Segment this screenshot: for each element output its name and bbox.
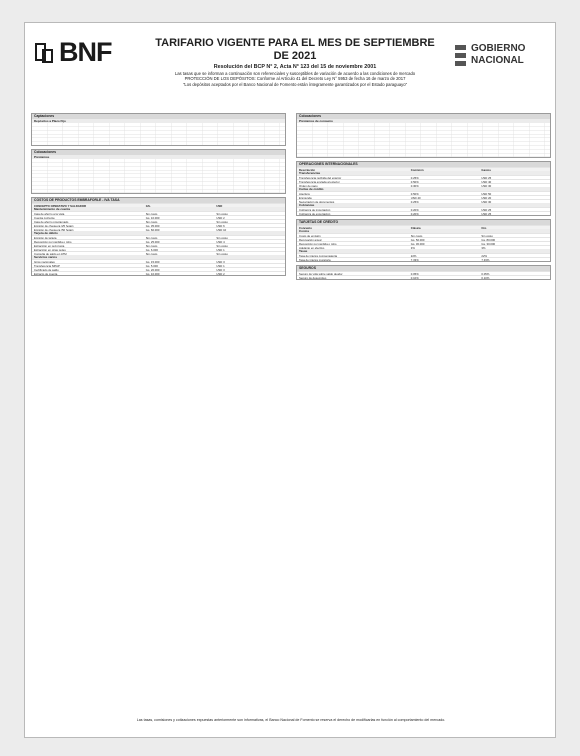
row-value: 0,25% — [410, 200, 419, 203]
row-concept: Enmienda — [299, 196, 312, 199]
table-title: COSTOS DE PRODUCTOS EMBRAFORLE - IVA TASA — [32, 198, 285, 203]
rates-grid — [32, 159, 285, 193]
row-value: USD 20 — [481, 196, 492, 199]
deposit-rates-table — [31, 113, 286, 146]
row-value: 0,05% — [410, 272, 419, 275]
gov-logo-line1: GOBIERNO — [471, 43, 526, 54]
table-row — [297, 241, 550, 245]
row-concept: Costo de emisión — [299, 234, 321, 237]
costs-table — [31, 197, 286, 276]
row-value: Sin costo — [216, 212, 228, 215]
international-operations-table — [296, 161, 551, 216]
row-value: USD 1 — [216, 248, 225, 251]
row-value: USD 3 — [216, 268, 225, 271]
table-row — [297, 257, 550, 261]
row-value: Sin costo — [216, 236, 228, 239]
row-value: 22% — [410, 254, 417, 257]
row-value: Gs. 30.000 — [410, 242, 425, 245]
table-title: Colocaciones — [297, 114, 550, 119]
cards-rows — [297, 229, 550, 261]
column-header: CONCEPTO OPERATIVO Y SALDADOR — [34, 204, 87, 207]
row-concept: Reposición por pérdida o robo — [34, 240, 72, 243]
government-stripes-icon — [455, 45, 466, 67]
row-value: Gs. 80.000 — [481, 238, 496, 241]
row-concept: Apertura — [299, 192, 310, 195]
resolution-line: Resolución del BCP N° 2, Acta N° 123 del 15 de noviembre 2001 — [213, 64, 377, 70]
row-value: Gs. 35.000 — [145, 224, 160, 227]
row-value: USD 30 — [481, 184, 492, 187]
document-header — [25, 23, 557, 109]
table-row — [297, 207, 550, 211]
row-value: 0,50% — [410, 180, 419, 183]
row-concept: Tasa de interés compensatoria — [299, 254, 338, 257]
row-concept: Cobranza de exportación — [299, 212, 331, 215]
right-column — [296, 113, 551, 283]
row-value: 0,50% — [410, 192, 419, 195]
row-value: Gs. 5.000 — [145, 264, 158, 267]
row-value: Sin costo — [145, 252, 158, 255]
row-concept: Extracto de cuenta — [34, 272, 58, 275]
row-value: 0,25% — [410, 176, 419, 179]
row-concept: Cuenta corriente — [34, 216, 55, 219]
row-concept: Extracción en otras redes — [34, 248, 66, 251]
row-concept: Cobranza de importación — [299, 208, 331, 211]
table-row — [32, 267, 285, 271]
section-heading: Mantenimiento de cuenta — [32, 207, 285, 211]
insurance-rows — [297, 271, 550, 279]
table-title: Colocaciones — [32, 150, 285, 155]
row-concept: Adelanto en efectivo — [299, 246, 325, 249]
table-row — [32, 215, 285, 219]
row-concept: Emisión de chequera (50 hojas) — [34, 228, 74, 231]
row-value: USD 10 — [216, 228, 227, 231]
table-row — [297, 199, 550, 203]
tariff-sheet — [24, 22, 556, 738]
row-value: 22% — [481, 254, 487, 257]
table-row — [297, 183, 550, 187]
row-value: USD 1 — [216, 264, 225, 267]
row-value: 7,33% — [410, 258, 419, 261]
column-header: Descripción — [299, 168, 316, 171]
row-value: 0,10% — [481, 276, 490, 279]
table-row — [32, 223, 285, 227]
table-row — [297, 237, 550, 241]
row-value: 0,10% — [410, 276, 419, 279]
table-subtitle: Depósitos a Plazo Fijo — [32, 119, 285, 123]
row-value: USD 40 — [410, 196, 421, 199]
table-row — [32, 211, 285, 215]
row-concept: Reposición por pérdida o robo — [299, 242, 337, 245]
table-subtitle: Préstamos de consumo — [297, 119, 550, 123]
column-header: GS. — [145, 204, 151, 207]
intl-rows — [297, 171, 550, 215]
section-heading: Transferencias — [297, 171, 550, 175]
guarantee-note: "Los depósitos aceptados por el Banco Nacional de Fomento están íntegramente garantizados por el Estado paraguayo" — [182, 81, 408, 87]
row-value: 0,30% — [410, 184, 419, 187]
section-heading: Cobranzas — [297, 203, 550, 207]
row-value: 7,33% — [481, 258, 490, 261]
credit-cards-table — [296, 219, 551, 262]
column-header: Gastos — [481, 168, 491, 171]
row-value: 0,20% — [410, 208, 419, 211]
table-row — [32, 239, 285, 243]
row-concept: Giros nacionales — [34, 260, 55, 263]
footer-disclaimer: Las tasas, comisiones y cotizaciones expuestas anteriormente son informativas, el Banco Nacional de Fomento se reserva el derecho de modificarlas en función al comportamiento del mercado. — [136, 718, 446, 722]
column-header: Clásica — [410, 226, 421, 229]
table-row — [297, 245, 550, 249]
section-heading: Costos — [297, 229, 550, 233]
gov-logo-line2: NACIONAL — [471, 55, 524, 66]
tariff-body — [31, 113, 551, 703]
rates-grid — [297, 123, 550, 157]
section-heading: Tarjeta de débito — [32, 231, 285, 235]
row-concept: Extracción en red propia — [34, 244, 65, 247]
table-row — [297, 191, 550, 195]
row-value: Sin costo — [216, 244, 228, 247]
row-value: Gs. 30.000 — [481, 242, 496, 245]
costs-rows — [32, 207, 285, 275]
row-value: USD 25 — [481, 208, 492, 211]
row-value: Gs. 10.000 — [145, 216, 160, 219]
table-subtitle: Préstamos — [32, 155, 285, 159]
table-row — [32, 247, 285, 251]
row-value: USD 50 — [481, 192, 492, 195]
deposit-protection-note: PROTECCIÓN DE LOS DEPÓSITOS: Conforme al Artículo 41 del Decreto Ley N° 5953 de fecha 16 de marzo de 2017 — [184, 76, 406, 82]
table-title: OPERACIONES INTERNACIONALES — [297, 162, 550, 167]
row-concept: Transferencia recibida del exterior — [299, 176, 342, 179]
credit-rates-table — [31, 149, 286, 194]
row-value: USD 40 — [481, 180, 492, 183]
section-heading: Cartas de crédito — [297, 187, 550, 191]
row-value: Gs. 15.000 — [145, 260, 160, 263]
left-column — [31, 113, 286, 279]
row-concept: Emisión de chequera (25 hojas) — [34, 224, 74, 227]
table-row — [32, 263, 285, 267]
row-value: 0,05% — [481, 272, 490, 275]
row-value: Sin costo — [216, 252, 228, 255]
table-row — [32, 235, 285, 239]
row-value: Gs. 50.000 — [410, 238, 425, 241]
table-row — [32, 271, 285, 275]
consumer-loan-rates-table — [296, 113, 551, 158]
table-row — [297, 195, 550, 199]
row-value: 3% — [481, 246, 486, 249]
rates-grid — [32, 123, 285, 145]
table-header-row — [297, 225, 550, 229]
row-concept: Renovación anual — [299, 238, 322, 241]
row-value: Sin costo — [145, 244, 158, 247]
table-row — [297, 233, 550, 237]
row-concept: Transferencia enviada al exterior — [299, 180, 340, 183]
row-value: USD 6 — [216, 224, 225, 227]
row-value: Sin costo — [145, 212, 158, 215]
row-concept: Transferencia SIPAP — [34, 264, 60, 267]
row-concept: Emisión de tarjeta — [34, 236, 57, 239]
column-header: Concepto — [299, 226, 312, 229]
rates-note: Las tasas que se informan a continuación son referenciales y susceptibles de variación de acuerdo a las condiciones de mercado — [174, 71, 416, 76]
table-row — [32, 259, 285, 263]
table-row — [297, 275, 550, 279]
column-header: Oro — [481, 226, 487, 229]
row-value: USD 30 — [481, 200, 492, 203]
row-value: Sin costo — [481, 234, 493, 237]
row-value: USD 25 — [481, 176, 492, 179]
row-value: Sin costo — [410, 234, 423, 237]
bnf-logo — [35, 39, 155, 69]
table-row — [297, 253, 550, 257]
table-row — [32, 243, 285, 247]
row-value: 3% — [410, 246, 415, 249]
column-header: Comisión — [410, 168, 424, 171]
row-concept: Caja de ahorro a la vista — [34, 212, 65, 215]
insurance-table — [296, 265, 551, 280]
row-value: USD 25 — [481, 212, 492, 215]
table-row — [297, 179, 550, 183]
table-row — [297, 175, 550, 179]
table-row — [297, 211, 550, 215]
row-value: Sin costo — [145, 220, 158, 223]
row-value: Gs. 10.000 — [145, 272, 160, 275]
row-value: Gs. 25.000 — [145, 240, 160, 243]
row-concept: Certificado de saldo — [34, 268, 59, 271]
document-title: TARIFARIO VIGENTE PARA EL MES DE SEPTIEMBRE DE 2021 — [155, 37, 435, 62]
table-title: Captaciones — [32, 114, 285, 119]
row-concept: Seguro de vida sobre saldo deudor — [299, 272, 343, 275]
table-row — [297, 271, 550, 275]
table-header-row — [297, 167, 550, 171]
bnf-logo-text: BNF — [59, 37, 112, 67]
row-concept: Orden de pago — [299, 184, 318, 187]
row-value: USD 3 — [216, 260, 225, 263]
section-heading: Servicios varios — [32, 255, 285, 259]
row-value: USD 4 — [216, 240, 225, 243]
table-row — [32, 219, 285, 223]
row-value: Gs. 60.000 — [145, 228, 160, 231]
row-value: 0,20% — [410, 212, 419, 215]
column-header: USD — [216, 204, 223, 207]
row-value: USD 2 — [216, 216, 225, 219]
document-title-block — [147, 37, 443, 87]
gobierno-nacional-logo — [455, 43, 551, 79]
table-title: TARJETAS DE CRÉDITO — [297, 220, 550, 225]
row-concept: Caja de ahorro programado — [34, 220, 69, 223]
row-concept: Consulta de saldo en ATM — [34, 252, 67, 255]
bnf-square-icon — [42, 49, 53, 63]
row-value: Gs. 20.000 — [145, 268, 160, 271]
row-concept: Seguro de desempleo — [299, 276, 327, 279]
table-row — [32, 227, 285, 231]
table-row — [32, 251, 285, 255]
row-value: Sin costo — [145, 236, 158, 239]
row-concept: Tasa de interés moratoria — [299, 258, 331, 261]
section-heading: Tasas — [297, 249, 550, 253]
table-title: SEGUROS — [297, 266, 550, 271]
row-value: Gs. 6.000 — [145, 248, 158, 251]
row-value: Sin costo — [216, 220, 228, 223]
row-value: USD 2 — [216, 272, 225, 275]
row-concept: Negociación de documentos — [299, 200, 335, 203]
